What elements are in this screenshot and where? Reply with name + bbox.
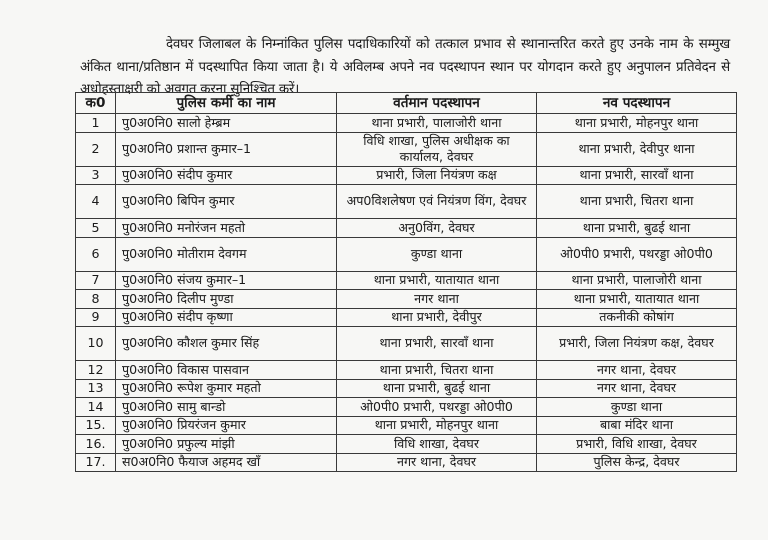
officer-name: पु0अ0नि0 बिपिन कुमार (116, 185, 337, 219)
table-row (76, 327, 737, 361)
officer-name: पु0अ0नि0 संजय कुमार–1 (116, 271, 337, 290)
table-row (76, 114, 737, 133)
transfer-table (75, 92, 737, 472)
serial-no: 13 (76, 379, 116, 398)
serial-no: 6 (76, 237, 116, 271)
current-posting: नगर थाना (337, 290, 537, 309)
current-posting: थाना प्रभारी, देवीपुर (337, 308, 537, 327)
officer-name: पु0अ0नि0 रूपेश कुमार महतो (116, 379, 337, 398)
table-row (76, 290, 737, 309)
current-posting: थाना प्रभारी, बुढई थाना (337, 379, 537, 398)
new-posting: बाबा मंदिर थाना (537, 416, 737, 435)
table-row (76, 237, 737, 271)
header-new-posting: नव पदस्थापन (537, 93, 737, 114)
current-posting: विधि शाखा, देवघर (337, 435, 537, 454)
header-current-posting: वर्तमान पदस्थापन (337, 93, 537, 114)
header-serial-no: क0 (76, 93, 116, 114)
table-row (76, 219, 737, 238)
table-row (76, 398, 737, 417)
serial-no: 10 (76, 327, 116, 361)
current-posting: थाना प्रभारी, यातायात थाना (337, 271, 537, 290)
current-posting: विधि शाखा, पुलिस अधीक्षक का कार्यालय, देवघर (337, 132, 537, 166)
new-posting: थाना प्रभारी, चितरा थाना (537, 185, 737, 219)
table-row (76, 271, 737, 290)
serial-no: 9 (76, 308, 116, 327)
officer-name: पु0अ0नि0 सालो हेम्ब्रम (116, 114, 337, 133)
new-posting: थाना प्रभारी, देवीपुर थाना (537, 132, 737, 166)
serial-no: 12 (76, 361, 116, 380)
current-posting: नगर थाना, देवघर (337, 453, 537, 472)
table-row (76, 435, 737, 454)
serial-no: 14 (76, 398, 116, 417)
paragraph-text: देवघर जिलाबल के निम्नांकित पुलिस पदाधिकारियों को तत्काल प्रभाव से स्थानान्तरित करते हुए उनके नाम के सम्मुख अंकित थाना/प्रतिष्ठान में पदस्थापित किया जाता है। ये अविलम्ब अपने नव पदस्थापन स्थान पर योगदान करते हुए अनुपालन प्रतिवेदन से अधोहस्ताक्षरी को अवगत करना सुनिश्चित करें। (80, 37, 730, 98)
serial-no: 7 (76, 271, 116, 290)
table-row (76, 132, 737, 166)
officer-name: पु0अ0नि0 सामु बान्डो (116, 398, 337, 417)
current-posting: थाना प्रभारी, पालाजोरी थाना (337, 114, 537, 133)
officer-name: पु0अ0नि0 संदीप कृष्णा (116, 308, 337, 327)
officer-name: पु0अ0नि0 विकास पासवान (116, 361, 337, 380)
table-row (76, 308, 737, 327)
officer-name: पु0अ0नि0 संदीप कुमार (116, 166, 337, 185)
current-posting: कुण्डा थाना (337, 237, 537, 271)
table-row (76, 361, 737, 380)
new-posting: तकनीकी कोषांग (537, 308, 737, 327)
current-posting: प्रभारी, जिला नियंत्रण कक्ष (337, 166, 537, 185)
officer-name: पु0अ0नि0 प्रफुल्य मांझी (116, 435, 337, 454)
table-row (76, 416, 737, 435)
officer-name: पु0अ0नि0 दिलीप मुण्डा (116, 290, 337, 309)
new-posting: थाना प्रभारी, बुढई थाना (537, 219, 737, 238)
officer-name: पु0अ0नि0 मनोरंजन महतो (116, 219, 337, 238)
table-row (76, 166, 737, 185)
current-posting: थाना प्रभारी, चितरा थाना (337, 361, 537, 380)
current-posting: अप0विशलेषण एवं नियंत्रण विंग, देवघर (337, 185, 537, 219)
serial-no: 8 (76, 290, 116, 309)
new-posting: थाना प्रभारी, यातायात थाना (537, 290, 737, 309)
new-posting: ओ0पी0 प्रभारी, पथरड्डा ओ0पी0 (537, 237, 737, 271)
serial-no: 15. (76, 416, 116, 435)
new-posting: नगर थाना, देवघर (537, 361, 737, 380)
serial-no: 2 (76, 132, 116, 166)
officer-name: स0अ0नि0 फैयाज अहमद खाँ (116, 453, 337, 472)
table-header-row (76, 93, 737, 114)
officer-name: पु0अ0नि0 प्रियरंजन कुमार (116, 416, 337, 435)
new-posting: प्रभारी, जिला नियंत्रण कक्ष, देवघर (537, 327, 737, 361)
current-posting: ओ0पी0 प्रभारी, पथरड्डा ओ0पी0 (337, 398, 537, 417)
table-row (76, 453, 737, 472)
serial-no: 4 (76, 185, 116, 219)
new-posting: पुलिस केन्द्र, देवघर (537, 453, 737, 472)
header-officer-name: पुलिस कर्मी का नाम (116, 93, 337, 114)
officer-name: पु0अ0नि0 कौशल कुमार सिंह (116, 327, 337, 361)
serial-no: 1 (76, 114, 116, 133)
serial-no: 5 (76, 219, 116, 238)
serial-no: 17. (76, 453, 116, 472)
officer-name: पु0अ0नि0 प्रशान्त कुमार–1 (116, 132, 337, 166)
current-posting: थाना प्रभारी, मोहनपुर थाना (337, 416, 537, 435)
officer-name: पु0अ0नि0 मोतीराम देवगम (116, 237, 337, 271)
table-row (76, 185, 737, 219)
serial-no: 3 (76, 166, 116, 185)
serial-no: 16. (76, 435, 116, 454)
new-posting: कुण्डा थाना (537, 398, 737, 417)
current-posting: अनु0विंग, देवघर (337, 219, 537, 238)
new-posting: नगर थाना, देवघर (537, 379, 737, 398)
new-posting: थाना प्रभारी, पालाजोरी थाना (537, 271, 737, 290)
new-posting: थाना प्रभारी, सारवाँ थाना (537, 166, 737, 185)
new-posting: थाना प्रभारी, मोहनपुर थाना (537, 114, 737, 133)
current-posting: थाना प्रभारी, सारवाँ थाना (337, 327, 537, 361)
table-row (76, 379, 737, 398)
new-posting: प्रभारी, विधि शाखा, देवघर (537, 435, 737, 454)
